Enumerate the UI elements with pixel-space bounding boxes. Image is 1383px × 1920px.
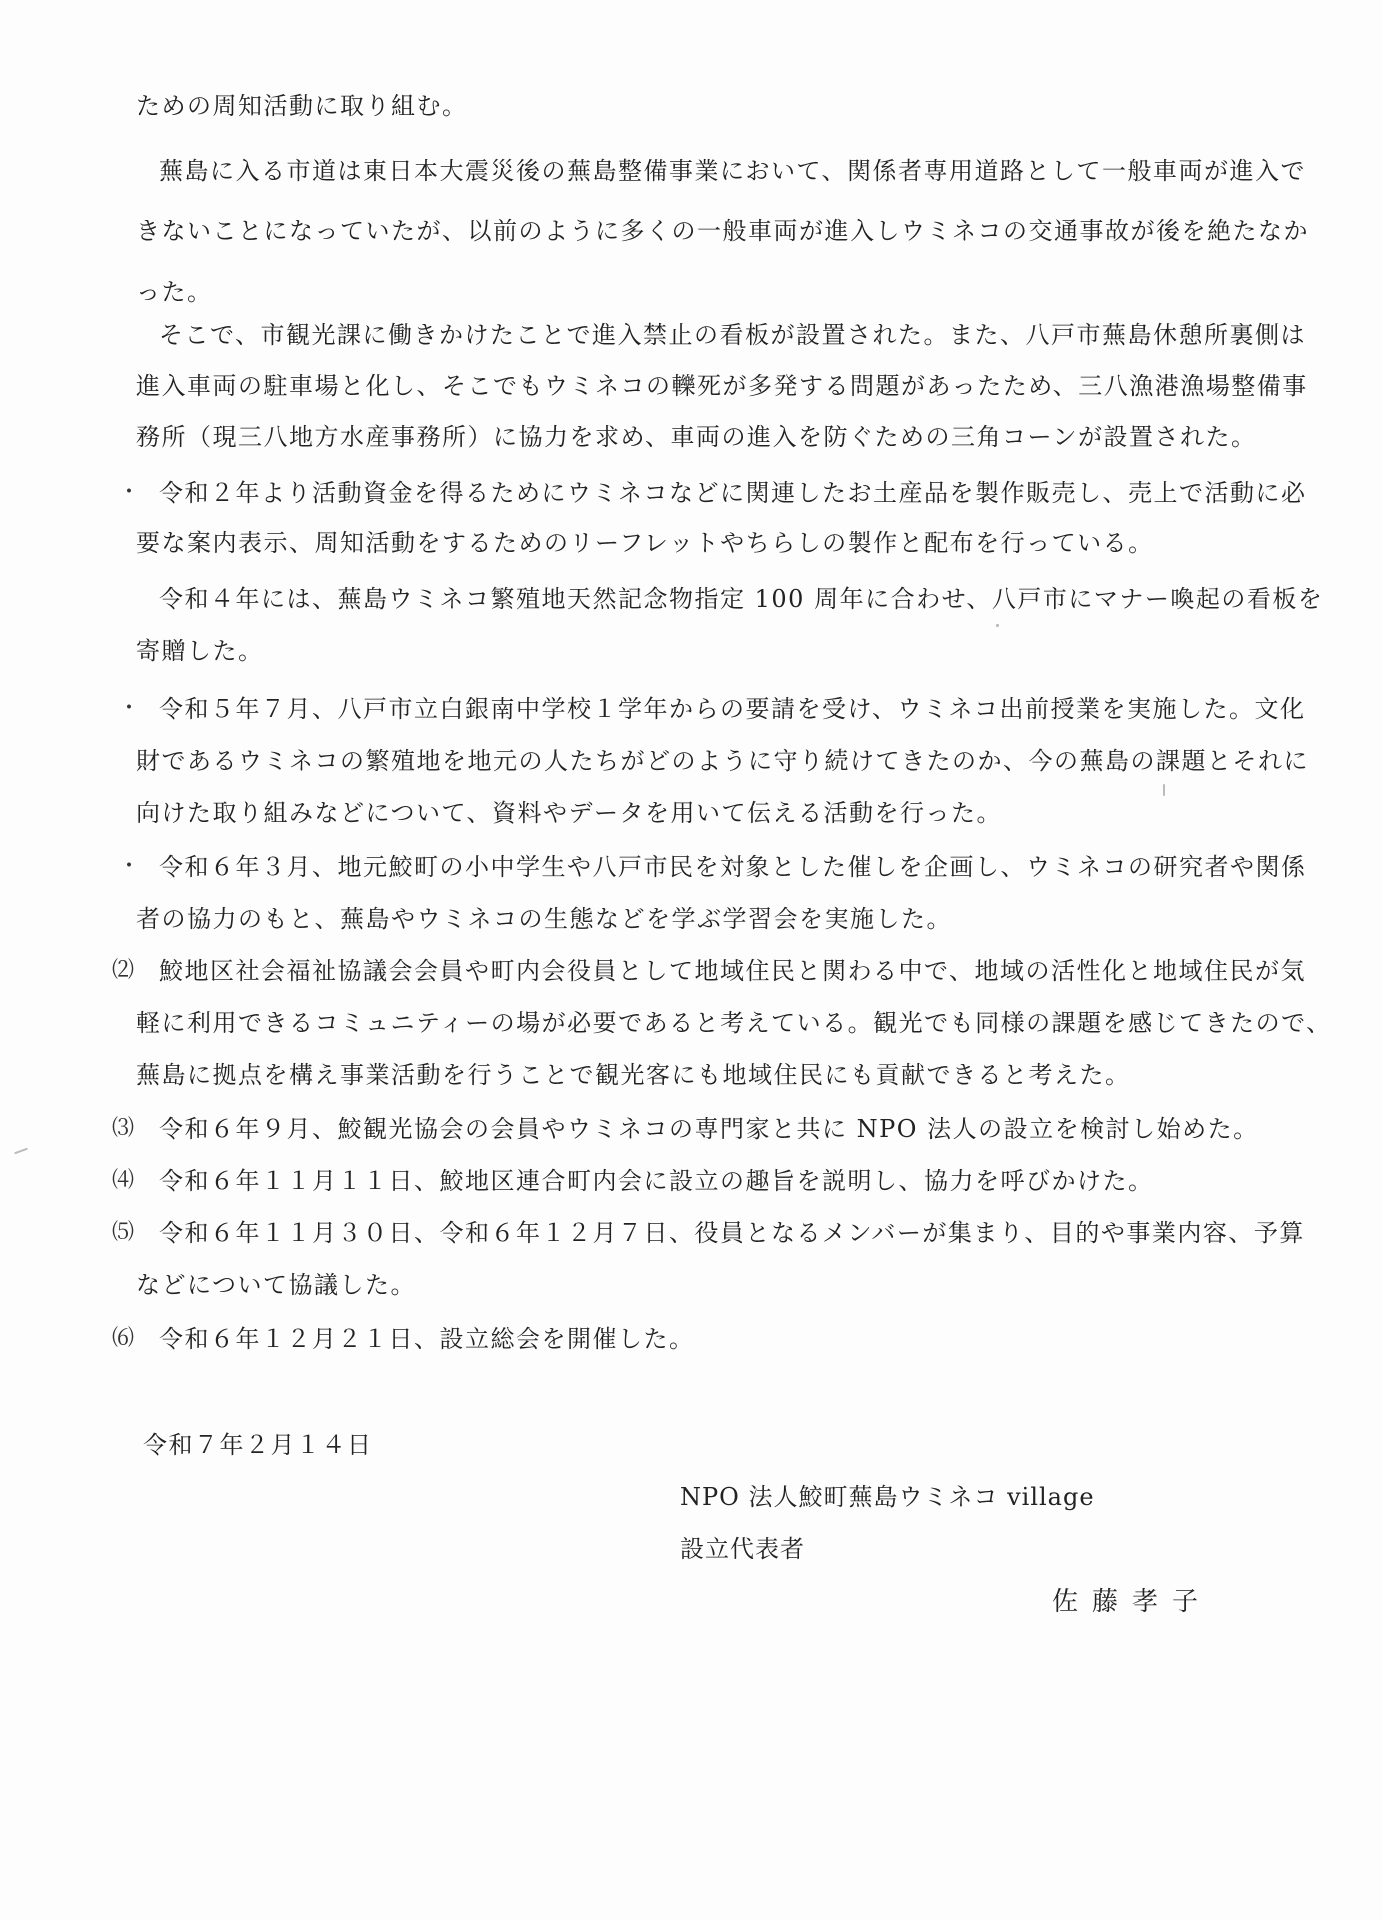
bullet-line: 令和２年より活動資金を得るためにウミネコなどに関連したお土産品を製作販売し、売上で活動に必 bbox=[159, 479, 1307, 507]
representative-name: 佐藤孝子 bbox=[1052, 1587, 1213, 1617]
intro-line: きないことになっていたが、以前のように多くの一般車両が進入しウミネコの交通事故が後を絶たなか bbox=[136, 217, 1309, 245]
document-date: 令和７年２月１４日 bbox=[143, 1431, 373, 1459]
intro-line: 務所（現三八地方水産事務所）に協力を求め、車両の進入を防ぐための三角コーンが設置された。 bbox=[136, 423, 1257, 451]
representative-role: 設立代表者 bbox=[680, 1535, 805, 1563]
organization-name: NPO 法人鮫町蕪島ウミネコ village bbox=[680, 1483, 1095, 1511]
numbered-line: 令和６年９月、鮫観光協会の会員やウミネコの専門家と共に NPO 法人の設立を検討し始めた。 bbox=[159, 1115, 1259, 1143]
scan-speck bbox=[996, 624, 999, 627]
numbered-marker: ⑷ bbox=[112, 1168, 135, 1193]
bullet-line: 者の協力のもと、蕪島やウミネコの生態などを学ぶ学習会を実施した。 bbox=[136, 905, 952, 933]
numbered-marker: ⑹ bbox=[112, 1326, 135, 1351]
numbered-line: 令和６年１１月３０日、令和６年１２月７日、役員となるメンバーが集まり、目的や事業内容、予算 bbox=[159, 1219, 1305, 1247]
bullet-marker: ・ bbox=[118, 696, 141, 721]
numbered-line: 令和６年１２月２１日、設立総会を開催した。 bbox=[159, 1325, 695, 1353]
bullet-line: 令和５年７月、八戸市立白銀南中学校１学年からの要請を受け、ウミネコ出前授業を実施した。文化 bbox=[159, 695, 1306, 723]
intro-line: った。 bbox=[136, 278, 213, 306]
numbered-line: 鮫地区社会福祉協議会会員や町内会役員として地域住民と関わる中で、地域の活性化と地域住民が気 bbox=[159, 957, 1307, 985]
numbered-line: 蕪島に拠点を構え事業活動を行うことで観光客にも地域住民にも貢献できると考えた。 bbox=[136, 1061, 1131, 1089]
bullet-line: 令和６年３月、地元鮫町の小中学生や八戸市民を対象とした催しを企画し、ウミネコの研究者や関係 bbox=[159, 853, 1307, 881]
intro-line: そこで、市観光課に働きかけたことで進入禁止の看板が設置された。また、八戸市蕪島休憩所裏側は bbox=[159, 321, 1307, 349]
numbered-marker: ⑸ bbox=[112, 1220, 135, 1245]
numbered-line: などについて協議した。 bbox=[136, 1271, 417, 1299]
bullet-marker: ・ bbox=[118, 854, 141, 879]
intro-line: ための周知活動に取り組む。 bbox=[136, 92, 468, 120]
scan-speck bbox=[1163, 784, 1165, 796]
numbered-line: 令和６年１１月１１日、鮫地区連合町内会に設立の趣旨を説明し、協力を呼びかけた。 bbox=[159, 1167, 1154, 1195]
bullet-marker: ・ bbox=[118, 480, 141, 505]
bullet-line: 財であるウミネコの繁殖地を地元の人たちがどのように守り続けてきたのか、今の蕪島の課題とそれに bbox=[136, 747, 1309, 775]
bullet-line: 寄贈した。 bbox=[136, 637, 264, 665]
bullet-line: 要な案内表示、周知活動をするためのリーフレットやちらしの製作と配布を行っている。 bbox=[136, 529, 1154, 557]
intro-line: 蕪島に入る市道は東日本大震災後の蕪島整備事業において、関係者専用道路として一般車両が進入で bbox=[159, 157, 1307, 185]
bullet-line: 向けた取り組みなどについて、資料やデータを用いて伝える活動を行った。 bbox=[136, 799, 1003, 827]
numbered-line: 軽に利用できるコミュニティーの場が必要であると考えている。観光でも同様の課題を感じてきたので、 bbox=[136, 1009, 1332, 1037]
intro-line: 進入車両の駐車場と化し、そこでもウミネコの轢死が多発する問題があったため、三八漁港漁場整備事 bbox=[136, 372, 1308, 400]
numbered-marker: ⑵ bbox=[112, 958, 135, 983]
bullet-line: 令和４年には、蕪島ウミネコ繁殖地天然記念物指定 100 周年に合わせ、八戸市にマナー喚起の看板を bbox=[159, 585, 1324, 613]
numbered-marker: ⑶ bbox=[112, 1116, 135, 1141]
scan-speck bbox=[14, 1148, 28, 1155]
